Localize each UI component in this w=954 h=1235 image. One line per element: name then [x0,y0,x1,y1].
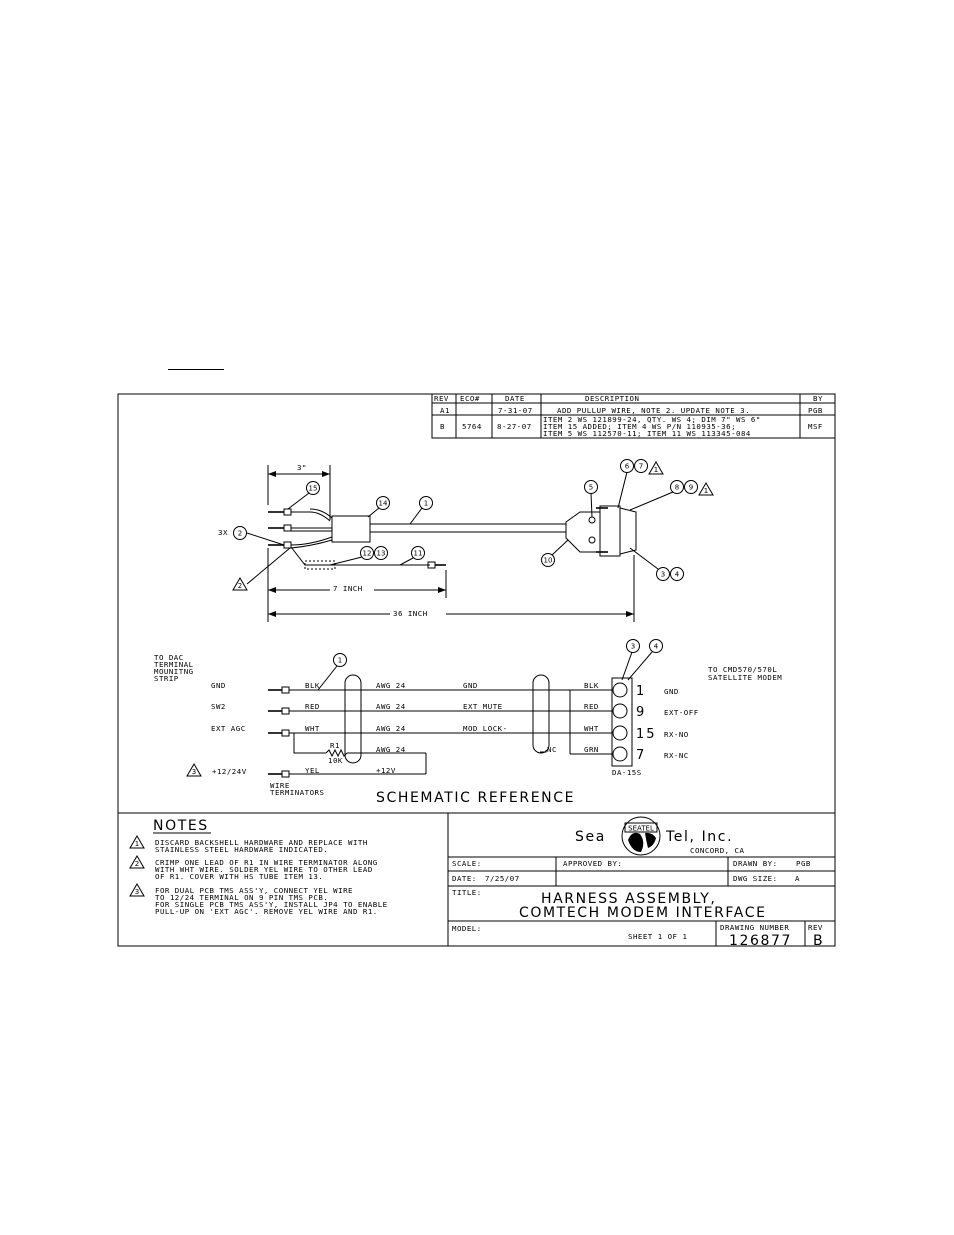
note-flag-3-supply [187,764,201,776]
wire-left-yel: YEL [305,766,320,775]
svg-text:10: 10 [543,556,553,565]
balloon-5 [585,481,598,494]
company-name-right: Tel, Inc. [666,829,734,845]
rev-b-eco: 5764 [462,422,482,431]
mid-ext-mute: EXT MUTE [463,702,503,711]
schematic-title: SCHEMATIC REFERENCE [376,790,576,806]
pin-15: 15 [636,727,657,742]
svg-text:1: 1 [423,499,429,508]
wire-right-red: RED [584,702,599,711]
sheet-label: SHEET 1 OF 1 [628,932,688,941]
dim-3in-label: 3" [297,463,307,472]
svg-text:4: 4 [674,570,680,579]
connector-label: DA-15S [612,768,642,777]
svg-text:7: 7 [638,462,644,471]
rev-value: B [813,933,825,949]
svg-text:2: 2 [134,860,140,868]
pin-7: 7 [636,748,647,763]
rev-header-date: DATE [505,394,525,403]
signal-ext-agc: EXT AGC [211,724,246,733]
balloon-10 [542,554,555,567]
svg-text:1: 1 [653,466,659,474]
left-header-line4: STRIP [154,674,179,683]
note-flag-2-assembly [233,578,247,590]
drawn-value: PGB [796,859,811,868]
note3-line3: FOR SINGLE PCB TMS ASS'Y, INSTALL JP4 TO ENABLE [155,900,388,909]
signal-gnd: GND [211,681,226,690]
svg-text:2: 2 [237,582,243,590]
note-flag-1 [130,836,144,848]
right-header-line1: TO CMD570/570L [708,665,778,674]
mid-mod-lock: MOD LOCK- [463,724,508,733]
rev-a1-description: ADD PULLUP WIRE, NOTE 2. UPDATE NOTE 3. [557,406,751,415]
note2-line2: WITH WHT WIRE. SOLDER YEL WIRE TO OTHER LEAD [155,865,373,874]
left-header-line1: TO DAC [154,653,184,662]
r1-label: R1 [330,741,340,750]
qty-3x-label: 3X [218,528,228,537]
left-header-line2: TERMINAL [154,660,194,669]
schematic [154,640,782,807]
balloon-15 [307,482,320,495]
note1-line1: DISCARD BACKSHELL HARDWARE AND REPLACE WITH [155,838,368,847]
balloon-schematic-3 [627,640,640,653]
balloon-6 [621,460,634,473]
dwg-size-value: A [795,874,800,883]
date-label: DATE: [452,874,477,883]
note3-line4: PULL-UP ON 'EXT AGC'. REMOVE YEL WIRE AND R1. [155,907,378,916]
svg-text:11: 11 [413,549,423,558]
r1-value: 10K [328,756,343,765]
svg-text:9: 9 [688,483,694,492]
rev-a1-by: PGB [808,406,823,415]
rev-header-eco: ECO# [460,394,480,403]
supply-mid-label: +12V [376,766,396,775]
awg-row1: AWG 24 [376,681,406,690]
modem-signal-gnd: GND [664,687,679,696]
rev-b-rev: B [440,422,445,431]
date-value: 7/25/07 [485,874,520,883]
drawn-label: DRAWN BY: [733,859,778,868]
svg-text:3: 3 [191,768,197,776]
drawing-number-label: DRAWING NUMBER [720,923,790,932]
wire-terminators-line1: WIRE [270,781,290,790]
supply-label: +12/24V [212,767,247,776]
modem-signal-rx-nc: RX-NC [664,751,689,760]
wire-terminators-line2: TERMINATORS [270,788,325,797]
awg-row2: AWG 24 [376,702,406,711]
revision-table [432,394,835,438]
rev-b-by: MSF [808,422,823,431]
mid-gnd: GND [463,681,478,690]
notes-heading: NOTES [153,818,209,834]
wire-left-wht: WHT [305,724,320,733]
balloon-14 [377,497,390,510]
svg-text:14: 14 [378,499,388,508]
assembly-drawing [218,460,713,623]
model-label: MODEL: [452,924,482,933]
svg-text:12: 12 [362,549,372,558]
balloon-3 [657,568,670,581]
balloon-11 [412,547,425,560]
svg-text:1: 1 [134,840,140,848]
wire-right-grn: GRN [584,745,599,754]
wire-right-blk: BLK [584,681,599,690]
balloon-12 [361,547,374,560]
company-name-left: Sea [575,829,606,845]
rev-header-by: BY [813,394,823,403]
svg-text:3: 3 [660,570,666,579]
rev-header-description: DESCRIPTION [585,394,640,403]
rev-b-description-line1: ITEM 2 WS 121899-24, QTY. WS 4; DIM 7" WS 6" [543,415,761,424]
balloon-2 [234,527,247,540]
rev-a1-rev: A1 [440,406,450,415]
svg-text:8: 8 [674,483,680,492]
note3-line1: FOR DUAL PCB TMS ASS'Y, CONNECT YEL WIRE [155,886,353,895]
shield-right [533,675,549,753]
rev-header-rev: REV [434,394,449,403]
shield-left [345,675,361,763]
modem-signal-rx-no: RX-NO [664,730,689,739]
wire-left-blk: BLK [305,681,320,690]
svg-text:1: 1 [703,487,709,495]
rev-b-description-line2: ITEM 15 ADDED; ITEM 4 WS P/N 110935-36; [543,422,737,431]
title-line1: HARNESS ASSEMBLY, [541,891,717,907]
pin-1: 1 [636,684,647,699]
svg-text:6: 6 [624,462,630,471]
wire-left-red: RED [305,702,320,711]
rev-b-date: 8-27-07 [497,422,532,431]
balloon-9 [685,481,698,494]
left-header-line3: MOUNITNG [154,667,194,676]
drawing-number: 126877 [729,933,793,949]
svg-text:1: 1 [337,656,343,665]
rev-b-description-line3: ITEM 5 WS 112570-11; ITEM 11 WS 113345-084 [543,429,751,438]
balloon-schematic-1 [334,654,347,667]
rev-a1-date: 7-31-07 [498,406,533,415]
right-header-line2: SATELLITE MODEM [708,673,783,682]
awg-row3: AWG 24 [376,724,406,733]
seatel-logo [622,817,660,855]
dwg-size-label: DWG SIZE: [733,874,778,883]
approved-label: APPROVED BY: [563,859,623,868]
awg-row4: AWG 24 [376,745,406,754]
rev-label: REV [808,923,823,932]
balloon-7 [635,460,648,473]
note2-line1: CRIMP ONE LEAD OF R1 IN WIRE TERMINATOR ALONG [155,858,378,867]
scale-label: SCALE: [452,859,482,868]
wire-right-wht: WHT [584,724,599,733]
pin-9: 9 [636,705,647,720]
svg-text:3: 3 [630,642,636,651]
svg-text:2: 2 [237,529,243,538]
svg-text:3: 3 [134,888,140,896]
svg-text:5: 5 [588,483,594,492]
note-flag-1-hardware [699,483,713,495]
svg-text:SEATEL: SEATEL [628,824,654,833]
svg-text:13: 13 [376,549,386,558]
title-line2: COMTECH MODEM INTERFACE [519,905,767,921]
note3-line2: TO 12/24 TERMINAL ON 9 PIN TMS PCB. [155,893,329,902]
note-flag-2 [130,856,144,868]
svg-text:4: 4 [653,642,659,651]
dim-7in-label: 7 INCH [333,584,363,593]
signal-sw2: SW2 [211,702,226,711]
svg-text:15: 15 [308,484,318,493]
title-block [448,813,835,949]
balloon-schematic-4 [650,640,663,653]
balloon-8 [671,481,684,494]
note2-line3: OF R1. COVER WITH HS TUBE ITEM 13. [155,872,324,881]
company-location: CONCORD, CA [690,846,745,855]
modem-connector [612,678,632,766]
balloon-1 [420,497,433,510]
title-label: TITLE: [452,888,482,897]
note1-line2: STAINLESS STEEL HARDWARE INDICATED. [155,845,329,854]
balloon-4 [671,568,684,581]
nc-label: NC [547,745,557,754]
balloon-13 [375,547,388,560]
modem-signal-ext-off: EXT-OFF [664,708,699,717]
note-flag-3 [130,884,144,896]
dim-36in-label: 36 INCH [393,609,428,618]
notes-block [130,818,388,916]
note-flag-1-backshell [649,462,663,474]
